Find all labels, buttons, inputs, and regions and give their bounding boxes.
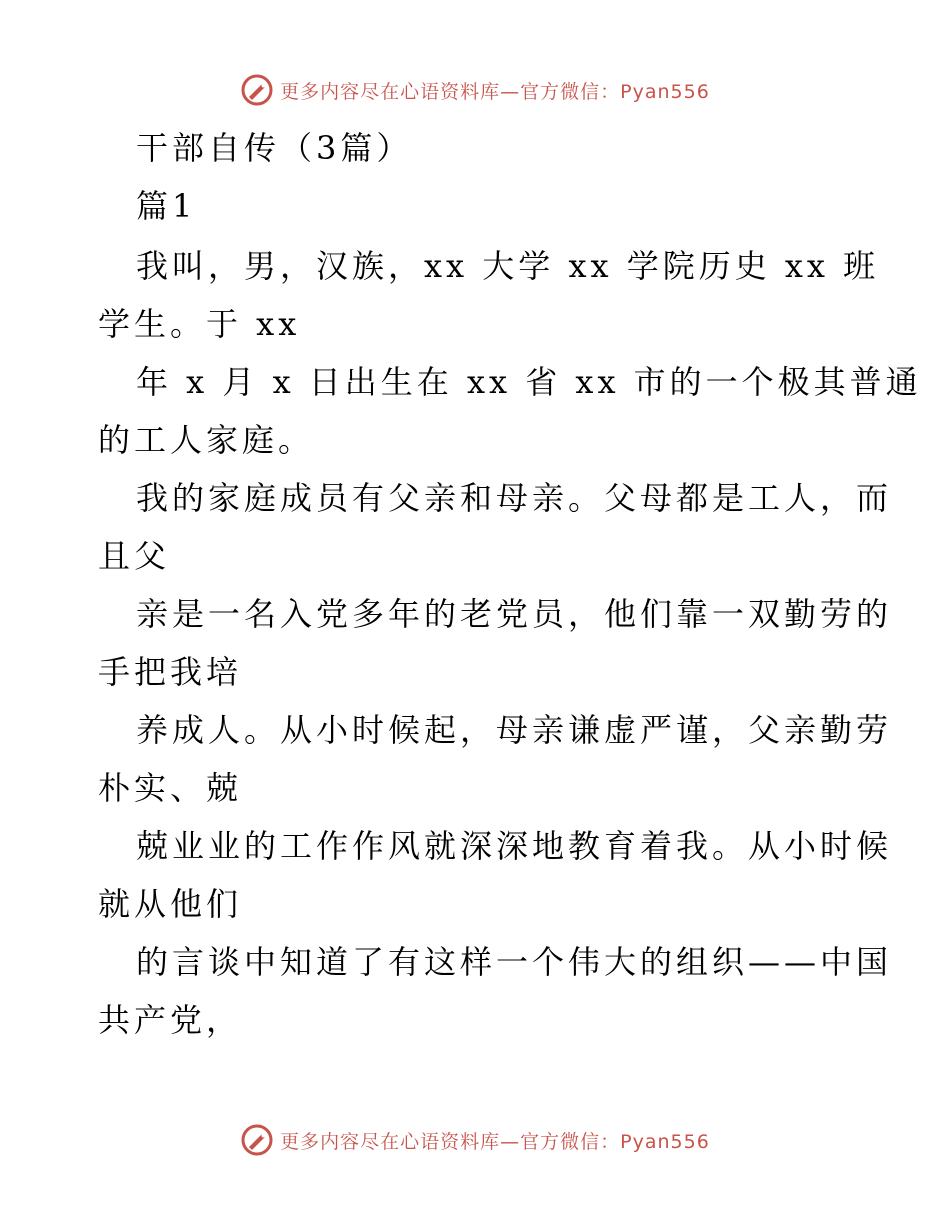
section-label: 篇1 (136, 187, 197, 225)
pen-nib-logo-icon (240, 1123, 274, 1157)
paragraph-line: 我的家庭成员有父亲和母亲。父母都是工人，而 (136, 479, 893, 517)
header-banner-inner (240, 73, 710, 107)
paragraph-line: 的言谈中知道了有这样一个伟大的组织——中国 (136, 943, 893, 981)
header-banner-text: 更多内容尽在心语资料库—官方微信：Pyan556 (280, 80, 710, 103)
paragraph-line: 养成人。从小时候起，母亲谦虚严谨，父亲勤劳 (136, 711, 893, 749)
paragraph-line: 年 x 月 x 日出生在 xx 省 xx 市的一个极其普通 (136, 363, 922, 401)
footer-banner-inner (240, 1123, 710, 1157)
paragraph-line: 共产党， (98, 1001, 243, 1039)
document-title: 干部自传（3篇） (136, 129, 413, 167)
pen-nib-logo-icon (240, 73, 274, 107)
paragraph-line: 且父 (98, 537, 171, 575)
paragraph-line: 我叫，男，汉族，xx 大学 xx 学院历史 xx 班 (136, 247, 880, 285)
paragraph-line: 的工人家庭。 (98, 421, 315, 459)
paragraph-line: 朴实、兢 (98, 769, 243, 807)
footer-banner (0, 1120, 950, 1160)
paragraph-line: 学生。于 xx (98, 305, 301, 343)
paragraph-line: 兢业业的工作作风就深深地教育着我。从小时候 (136, 827, 893, 865)
paragraph-line: 手把我培 (98, 653, 243, 691)
footer-banner-text: 更多内容尽在心语资料库—官方微信：Pyan556 (280, 1130, 710, 1153)
paragraph-line: 就从他们 (98, 885, 243, 923)
header-banner (0, 70, 950, 110)
paragraph-line: 亲是一名入党多年的老党员，他们靠一双勤劳的 (136, 595, 893, 633)
